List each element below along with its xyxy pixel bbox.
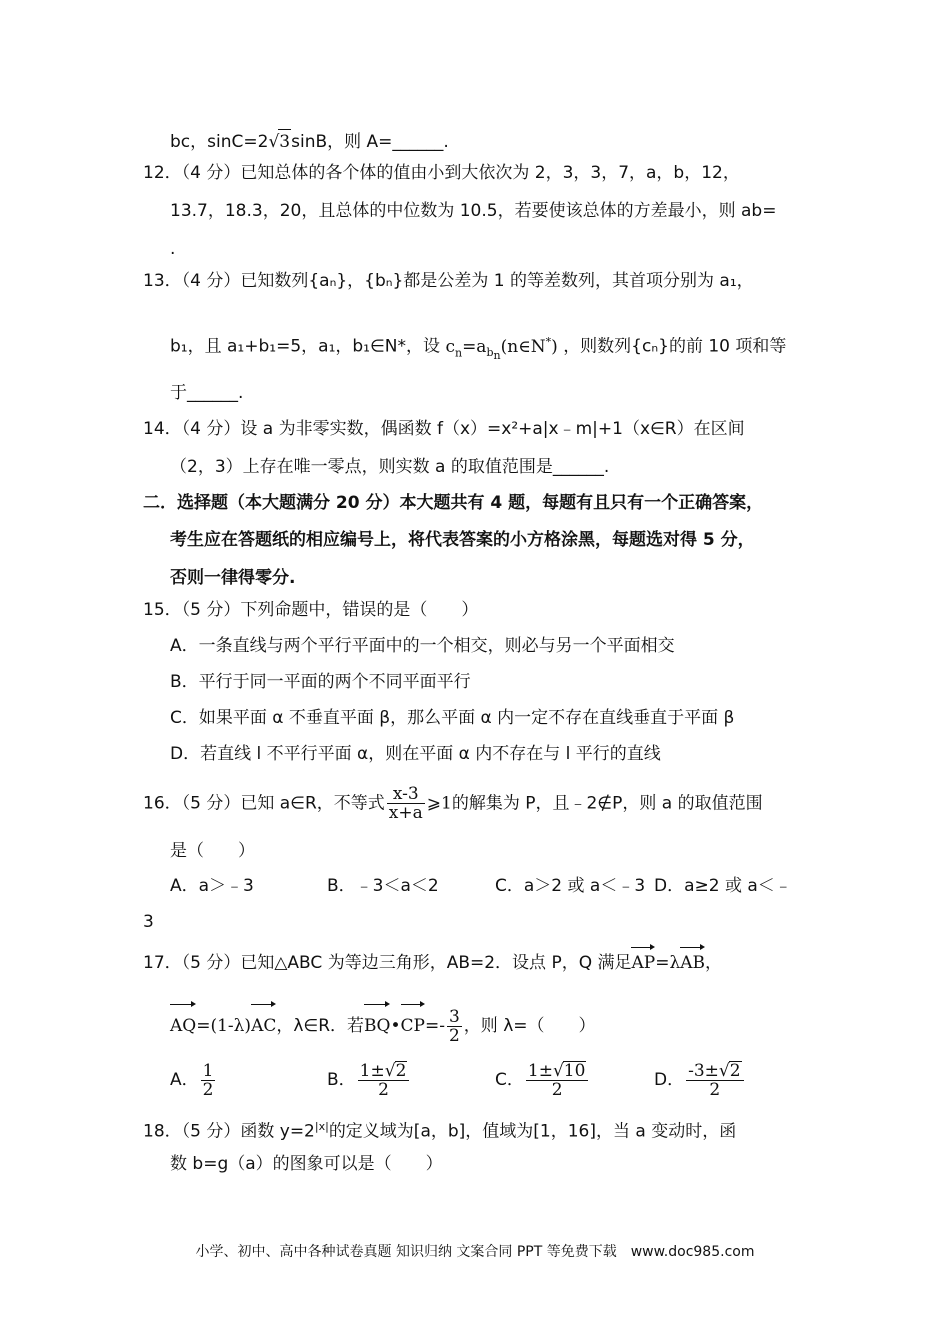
section2-line2: 考生应在答题纸的相应编号上，将代表答案的小方格涂黑，每题选对得 5 分， (170, 530, 755, 550)
q17-d-num-pre: -3± (688, 1061, 719, 1081)
q13-line3: 于______. (170, 383, 244, 403)
q18-prefix: 18．（5 分）函数 y=2 (143, 1121, 315, 1142)
q17-a-fraction (201, 1062, 216, 1099)
q17-d-fraction (686, 1061, 743, 1099)
q17-b-num-pre: 1± (359, 1061, 385, 1081)
q17-c-num-pre: 1± (527, 1061, 553, 1081)
q11-tail (170, 129, 449, 154)
q17-c-label: C． (495, 1070, 524, 1090)
q17-coef: =(1-λ) (196, 1016, 252, 1036)
q11-sqrt-value: 3 (278, 129, 291, 154)
q17-option-d (654, 1060, 746, 1100)
q17-c-fraction (526, 1061, 589, 1099)
q13-line2 (170, 330, 786, 368)
q12-line2: 13.7，18.3，20，且总体的中位数为 10.5，若要使该总体的方差最小，则 ab= (170, 201, 777, 221)
q13-line1: 13．（4 分）已知数列{aₙ}，{bₙ}都是公差为 1 的等差数列，其首项分别为 a₁， (143, 271, 754, 291)
q17-a-num: 1 (202, 1060, 214, 1081)
q17-dot: • (390, 1016, 401, 1036)
q12-line3: . (170, 239, 176, 259)
q18-line1 (143, 1115, 736, 1144)
q18-suffix: 的定义域为[a，b]，值域为[1，16]，当 a 变动时，函 (328, 1121, 737, 1142)
vector-ab: AB (680, 945, 705, 975)
q17-eq-neg: =- (424, 1016, 445, 1036)
q17-b-fraction (358, 1061, 410, 1099)
q16-frac-num: x-3 (387, 785, 425, 804)
q14-line2: （2，3）上存在唯一零点，则实数 a 的取值范围是______. (170, 457, 610, 477)
q13-formula: $c_n=a_{b_n}(n\in N^*)$ (445, 335, 558, 363)
q16-prefix: 16．（5 分）已知 a∈R，不等式 (143, 793, 385, 814)
q17-c-num: 1±√10 (526, 1061, 589, 1081)
page-footer: 小学、初中、高中各种试卷真题 知识归纳 文案合同 PPT 等免费下载 www.doc985.com (195, 1244, 755, 1260)
q12-line1: 12．（4 分）已知总体的各个体的值由小到大依次为 2，3，3，7，a，b，12， (143, 163, 740, 183)
q17-comma: ， (705, 953, 723, 973)
q17-d-den: 2 (709, 1080, 721, 1100)
section2-line1: 二．选择题（本大题满分 20 分）本大题共有 4 题，每题有且只有一个正确答案， (143, 493, 764, 513)
vector-aq: AQ (170, 1002, 196, 1044)
q17-frac-den: 2 (448, 1025, 460, 1046)
q16-ge-one: ⩾1 (426, 793, 452, 814)
q17-b-sqrt: 2 (395, 1061, 407, 1081)
q16-stem (143, 785, 763, 822)
q17-suffix: ，则 λ=（ ） (463, 1016, 596, 1036)
q16-option-d: D．a≥2 或 a＜﹣ (654, 876, 792, 896)
q17-d-label: D． (654, 1070, 685, 1090)
vector-ac: AC (251, 1002, 276, 1044)
q17-frac-num: 3 (448, 1006, 460, 1027)
q15-stem: 15．（5 分）下列命题中，错误的是（ ） (143, 600, 479, 620)
q13-line2-prefix: b₁，且 a₁+b₁=5，a₁，b₁∈N*，设 (170, 336, 441, 357)
q17-mid: ，λ∈R．若 (276, 1016, 365, 1036)
q17-d-sqrt: 2 (729, 1061, 741, 1081)
q17-line1 (143, 945, 722, 975)
q17-d-num: -3±√2 (686, 1061, 743, 1081)
q16-option-a: A．a＞﹣3 (170, 876, 254, 896)
q16-suffix: 的解集为 P，且﹣2∉P，则 a 的取值范围 (451, 793, 763, 814)
q16-frac-den: x+a (388, 803, 423, 823)
q17-option-a (170, 1060, 217, 1100)
q17-b-label: B． (327, 1070, 356, 1090)
vector-cp: CP (401, 1002, 425, 1044)
q16-fraction (387, 785, 425, 822)
sqrt-symbol: √ (268, 132, 280, 152)
q16-option-b: B．﹣3＜a＜2 (327, 876, 439, 896)
q17-prefix: 17．（5 分）已知△ABC 为等边三角形，AB=2．设点 P，Q 满足 (143, 953, 632, 973)
q16-option-c: C．a＞2 或 a＜﹣3 (495, 876, 646, 896)
q17-b-num: 1±√2 (358, 1061, 410, 1081)
q14-line1: 14．（4 分）设 a 为非零实数，偶函数 f（x）=x²+a|x﹣m|+1（x∈R）在区间 (143, 419, 745, 439)
q15-option-b: B．平行于同一平面的两个不同平面平行 (170, 672, 471, 692)
q15-option-c: C．如果平面 α 不垂直平面 β，那么平面 α 内一定不存在直线垂直于平面 β (170, 708, 735, 728)
q11-text-prefix: bc，sinC=2 (170, 132, 269, 152)
vector-ap: AP (631, 945, 655, 975)
q18-line2: 数 b=g（a）的图象可以是（ ） (170, 1154, 443, 1174)
q17-eq-lambda: =λ (655, 953, 681, 973)
q16-line2: 是（ ） (170, 841, 255, 861)
q16-option-d-continued: 3 (143, 912, 154, 932)
q13-line2-suffix: ，则数列{cₙ}的前 10 项和等 (563, 336, 787, 357)
q18-exponent: |x| (314, 1120, 329, 1133)
q17-c-den: 2 (551, 1080, 563, 1100)
q17-c-sqrt: 10 (563, 1061, 586, 1081)
vector-bq: BQ (364, 1002, 390, 1044)
q17-option-b (327, 1060, 411, 1100)
q17-option-c (495, 1060, 590, 1100)
q17-a-label: A． (170, 1070, 199, 1090)
section2-line3: 否则一律得零分. (170, 568, 296, 588)
q15-option-a: A．一条直线与两个平行平面中的一个相交，则必与另一个平面相交 (170, 636, 675, 656)
q17-b-den: 2 (378, 1080, 389, 1100)
q17-fraction (447, 1008, 462, 1045)
q17-line2 (170, 1002, 596, 1045)
q11-text-suffix: sinB，则 A=______. (291, 132, 449, 152)
q17-a-den: 2 (202, 1079, 214, 1100)
q15-option-d: D．若直线 l 不平行平面 α，则在平面 α 内不存在与 l 平行的直线 (170, 744, 661, 764)
